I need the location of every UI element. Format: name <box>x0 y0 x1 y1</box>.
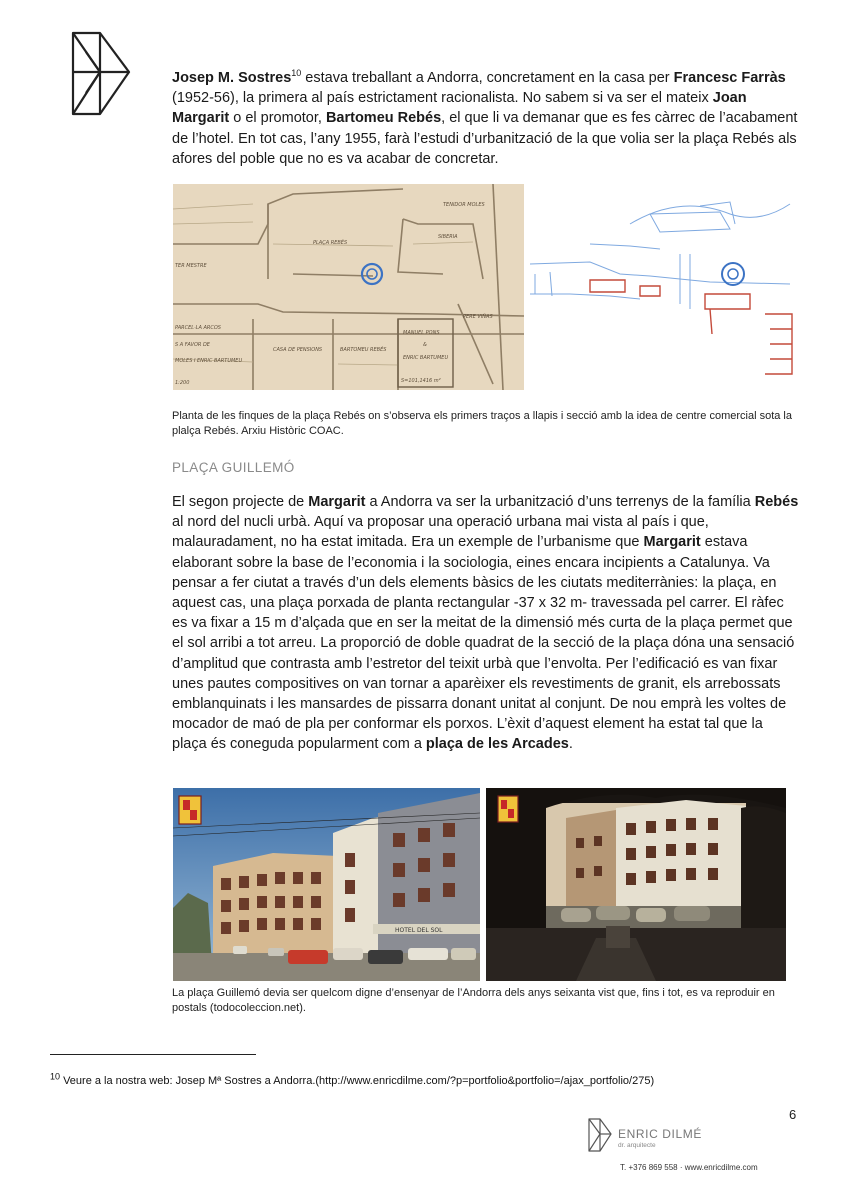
plan-label: TENIDOR MOLES <box>443 202 485 208</box>
plan-label: MANUEL PONS <box>403 330 440 336</box>
plan-label: CASA DE PENSIONS <box>273 347 323 353</box>
plan-label: & <box>423 342 427 348</box>
body-text: Rebés <box>754 494 799 510</box>
plan-label: S=101,1416 m² <box>401 378 441 384</box>
brand-name: ENRIC DILMÉ <box>618 1127 702 1141</box>
postcard-photo-plaza <box>173 788 480 981</box>
body-paragraph <box>172 492 800 755</box>
plan-label: S A FAVOR DE <box>175 342 210 348</box>
body-text: El segon projecte de <box>172 494 309 510</box>
footnote <box>50 1071 810 1087</box>
plan-label: 1:200 <box>175 380 190 386</box>
footnote-number: 10 <box>50 1071 61 1082</box>
intro-text: Bartomeu Rebés <box>325 110 442 127</box>
body-text: al nord del nucli urbà. Aquí va proposar una operació urbana mai vista al país i que, malauradament, no ha estat imitada. Era un exemple de l’urbanisme que <box>172 514 709 551</box>
plan-drawing <box>173 184 524 390</box>
brand-subtitle: dr. arquitecte <box>618 1142 656 1149</box>
footnote-text: Veure a la nostra web: Josep Mª Sostres a Andorra.(http://www.enricdilme.com/?p=portfolio&portfolio=/ajax_portfolio/275) <box>60 1075 655 1087</box>
plan-label: MOLES I ENRIC BARTUMEU <box>175 358 243 364</box>
brand-logo-icon <box>588 1118 612 1152</box>
body-text: a Andorra va ser la urbanització d’uns terrenys de la família <box>365 494 755 510</box>
intro-text: Francesc Farràs <box>673 70 786 86</box>
body-text: estava elaborant sobre la base de l’economia i la sociologia, eines encara incipients a Catalunya. Va pensar a fer ciutat a través d’un dels elements bàsics de les ciutats mediterrànies: la plaça, en aquest cas, una plaça porxada de planta rectangular -37 x 32 m- travessada pel carrer. El ràfec es va fixar a 15 m d’alçada que en ser la meitat de la dimensió més curta de la plaça permet que el sol arribi a tot arreu. La proporció de doble quadrat de la secció de la plaça dóna una sensació d’amplitud que contrasta amb l’estretor del teixit urbà que l’envolta. Per l’edificació es van fixar unes pautes compositives on van tornar a aparèixer els revestiments de granit, els arrebossats emblanquinats i les mansardes de pissarra donant unitat al conjunt. De nou emprà les voltes de mocador de maó de pla per conformar els porxos. L’èxit d’aquest element ha estat tal que la plaça és coneguda popularment com a <box>172 534 795 753</box>
footnote-reference: 10 <box>291 68 302 79</box>
plan-label: BARTOMEU REBÉS <box>340 347 387 353</box>
body-text: Margarit <box>308 494 366 510</box>
plan-label: TER MESTRE <box>175 263 207 269</box>
intro-text: Josep M. Sostres <box>172 70 292 86</box>
postcard-photo-arcades <box>486 788 786 981</box>
intro-text: Joan Margarit <box>172 90 747 127</box>
footnote-separator <box>50 1054 256 1055</box>
plan-label: PARCEL·LA ARCOS <box>175 325 221 331</box>
body-text: plaça de les Arcades <box>425 736 569 753</box>
page-number: 6 <box>789 1107 797 1122</box>
plan-label: SIBERIA <box>438 234 458 240</box>
section-sketch <box>530 184 800 390</box>
plan-label: PERE VIÑAS <box>463 314 493 320</box>
intro-text: (1952-56), la primera al país estrictament racionalista. No sabem si va ser el mateix <box>172 90 713 107</box>
logo-icon <box>70 30 132 118</box>
section-title: PLAÇA GUILLEMÓ <box>172 460 295 475</box>
photo-sign: HOTEL DEL SOL <box>395 927 443 934</box>
contact-info: T. +376 869 558 · www.enricdilme.com <box>620 1163 758 1172</box>
plan-label: ENRIC BARTUMEU <box>403 355 449 361</box>
postcard-caption: La plaça Guillemó devia ser quelcom digne d’ensenyar de l’Andorra dels anys seixanta vist que, fins i tot, es va reproduir en postals (todocoleccion.net). <box>172 987 775 1014</box>
plan-label: PLAÇA REBÉS <box>313 240 348 246</box>
intro-text: o el promotor, <box>229 110 326 127</box>
intro-text: , el que li va demanar que es fes càrrec de l’acabament de l’hotel. En tot cas, l’any 1955, farà l’estudi d’urbanització de la que volia ser la plaça Rebés als afores del poble que no es va acabar de concretar. <box>172 110 798 167</box>
intro-text: estava treballant a Andorra, concretament en la casa per <box>301 70 674 86</box>
body-text: . <box>568 736 573 753</box>
figure-caption: Planta de les finques de la plaça Rebés on s’observa els primers traços a llapis i secció amb la idea de centre comercial sota la plalça Rebés. Arxiu Històric COAC. <box>172 410 792 437</box>
body-text: Margarit <box>643 534 701 551</box>
intro-paragraph <box>172 68 800 169</box>
